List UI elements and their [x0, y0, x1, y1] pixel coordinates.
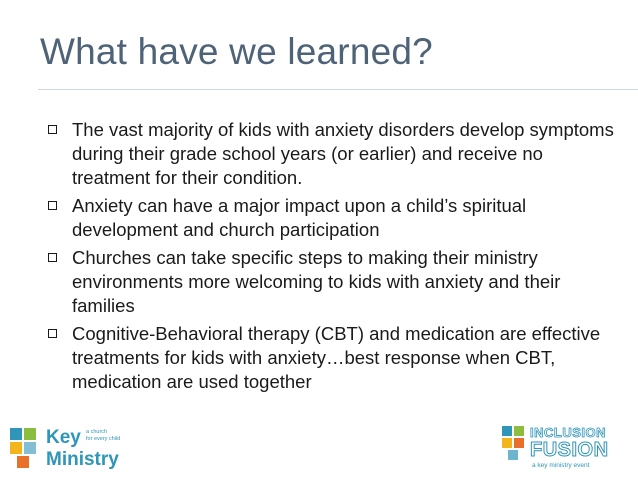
logo-word-key: Key — [46, 427, 81, 448]
bullet-list — [46, 118, 621, 398]
bullet-item — [46, 322, 621, 394]
bullet-text: Anxiety can have a major impact upon a child’s spiritual development and church participation — [72, 195, 527, 240]
logo-word-ministry: Ministry — [46, 449, 119, 470]
bullet-item — [46, 246, 621, 318]
key-ministry-mark-icon — [8, 426, 42, 472]
logo-tagline-1: a church — [86, 429, 108, 435]
bullet-text: The vast majority of kids with anxiety disorders develop symptoms during their grade school years (or earlier) and receive no treatment for their condition. — [72, 119, 614, 188]
logo-tagline-2: for every child — [86, 436, 121, 442]
bullet-item — [46, 194, 621, 242]
square-bullet-icon — [48, 125, 57, 134]
key-ministry-logo — [8, 426, 128, 474]
inclusion-fusion-mark-icon — [500, 424, 530, 472]
bullet-text: Churches can take specific steps to making their ministry environments more welcoming to kids with anxiety and their families — [72, 247, 561, 316]
logo-word-fusion: FUSION — [530, 439, 609, 461]
inclusion-fusion-logo — [500, 420, 638, 476]
square-bullet-icon — [48, 201, 57, 210]
title-divider — [38, 89, 638, 90]
slide-title: What have we learned? — [40, 31, 433, 72]
square-bullet-icon — [48, 329, 57, 338]
square-bullet-icon — [48, 253, 57, 262]
logo-tagline: a key ministry event — [532, 462, 590, 469]
logo-word-inclusion: INCLUSION — [530, 425, 606, 440]
bullet-item — [46, 118, 621, 190]
bullet-text: Cognitive-Behavioral therapy (CBT) and medication are effective treatments for kids with anxiety…best response when CBT, medication are used together — [72, 323, 601, 392]
